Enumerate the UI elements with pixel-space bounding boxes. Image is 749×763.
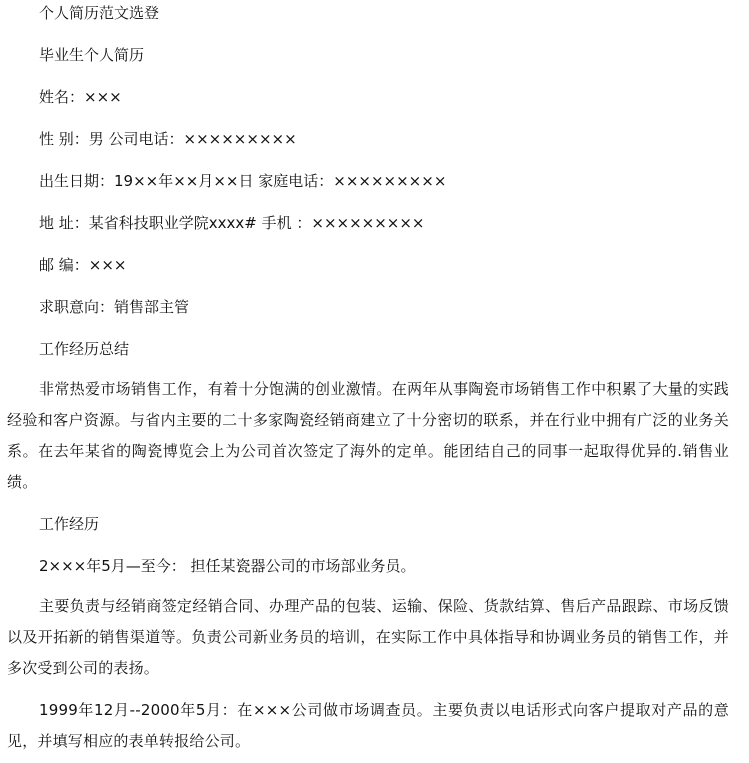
document-subheading: 毕业生个人简历: [39, 46, 145, 64]
experience-2-paragraph: 1999年12月--2000年5月：在×××公司做市场调查员。主要负责以电话形式向客户提取对产品的意见，并填写相应的表单转报给公司。: [7, 701, 729, 750]
name-field: 姓名：×××: [39, 88, 122, 106]
experience-1-period: 2×××年5月—至今： 担任某瓷器公司的市场部业务员。: [39, 557, 416, 575]
address-mobile-field: 地 址：某省科技职业学院xxxx# 手机 ：×××××××××: [39, 214, 425, 232]
birthdate-home-phone-field: 出生日期：19××年××月××日 家庭电话：×××××××××: [39, 172, 447, 190]
gender-company-phone-field: 性 别：男 公司电话：×××××××××: [39, 130, 297, 148]
summary-title: 工作经历总结: [39, 340, 130, 358]
summary-paragraph: 非常热爱市场销售工作，有着十分饱满的创业激情。在两年从事陶瓷市场销售工作中积累了大量的实践经验和客户资源。与省内主要的二十多家陶瓷经销商建立了十分密切的联系，并在行业中拥有广泛的业务关系。在去年某省的陶瓷博览会上为公司首次签定了海外的定单。能团结自己的同事一起取得优异的.销售业绩。: [7, 380, 729, 491]
experience-title: 工作经历: [39, 515, 100, 533]
job-objective-field: 求职意向：销售部主管: [39, 298, 190, 316]
postcode-field: 邮 编：×××: [39, 256, 127, 274]
document-heading: 个人简历范文选登: [39, 4, 160, 22]
experience-1-paragraph: 主要负责与经销商签定经销合同、办理产品的包装、运输、保险、货款结算、售后产品跟踪、市场反馈以及开拓新的销售渠道等。负责公司新业务员的培训，在实际工作中具体指导和协调业务员的销售工作，并多次受到公司的表扬。: [7, 597, 729, 677]
